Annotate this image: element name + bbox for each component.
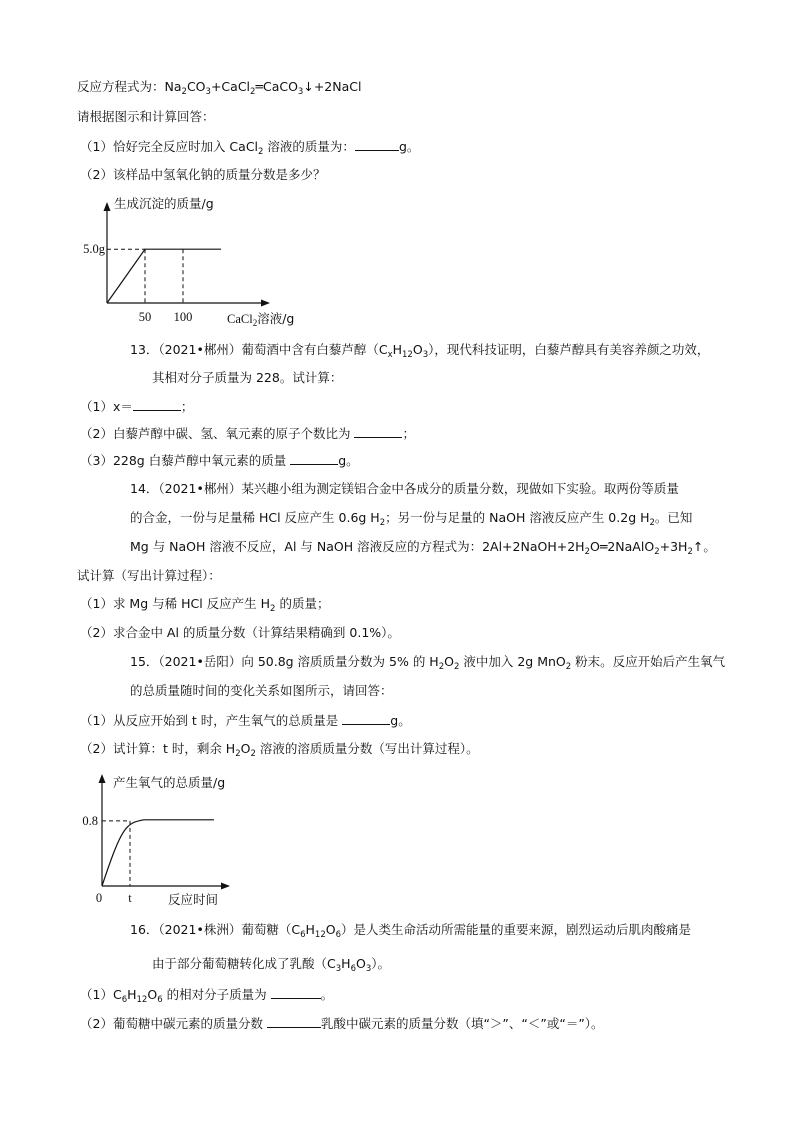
q16-stem-line2: 由于部分葡萄糖转化成了乳酸$(C_3H_6O_3)$。 <box>152 956 391 974</box>
answer-blank[interactable] <box>133 397 181 411</box>
q14-instruction: 试计算（写出计算过程）： <box>77 568 221 583</box>
x-axis-label: 反应时间 <box>168 892 219 907</box>
answer-blank[interactable] <box>354 424 402 438</box>
q13-part1: （1）x＝ ； <box>80 399 194 414</box>
q15-stem-line2: 的总质量随时间的变化关系如图所示，请回答： <box>130 683 393 698</box>
q14-part1: （1）求 Mg 与稀 HCl 反应产生 $H_2$ 的质量； <box>80 596 330 614</box>
q14-part2: （2）求合金中 Al 的质量分数（计算结果精确到 0.1%）。 <box>80 625 400 640</box>
q12-part1: （1）恰好完全反应时加入 CaCl$_2$ 溶液的质量为： g。 <box>80 139 420 157</box>
q14-stem-line3: Mg 与 NaOH 溶液不反应，Al 与 NaOH 溶液反应的方程式为：$2Al+2NaOH+2H_2O═2NaAlO_2+3H_2↑$。 <box>130 539 716 557</box>
q14-stem-line2: 的合金，一份与足量稀 HCl 反应产生 0.6g $H_2$；另一份与足量的 NaOH 溶液反应产生 0.2g $H_2$。已知 <box>130 510 693 528</box>
q13-part2: （2）白藜芦醇中碳、氢、氧元素的原子个数比为 ； <box>80 426 415 441</box>
data-series-curve <box>102 820 214 886</box>
answer-blank[interactable] <box>267 1014 321 1028</box>
reaction-equation: 反应方程式为：$Na_2CO_3+CaCl_2═CaCO_3↓+2NaCl$ <box>77 79 362 97</box>
x-tick-label: 100 <box>173 310 193 324</box>
y-axis-arrow <box>104 202 111 211</box>
q13-stem: 13．（2021•郴州）葡萄酒中含有白藜芦醇$(C_xH_{12}O_3)$，现代科技证明，白藜芦醇具有美容养颜之功效， <box>130 342 710 360</box>
answer-blank[interactable] <box>342 711 390 725</box>
q15-part1: （1）从反应开始到 t 时，产生氧气的总质量是 g。 <box>80 713 411 728</box>
precipitate-mass-chart <box>80 194 350 330</box>
answer-blank[interactable] <box>290 451 338 465</box>
y-axis-label: 生成沉淀的质量/g <box>114 196 214 211</box>
x-tick-label: 50 <box>138 310 152 324</box>
q13-part3: （3）228g 白藜芦醇中氧元素的质量 g。 <box>80 453 359 468</box>
answer-blank[interactable] <box>271 985 321 999</box>
q16-stem: 16．（2021•株洲）葡萄糖$(C_6H_{12}O_6)$是人类生命活动所需能量的重要来源，剧烈运动后肌肉酸痛是 <box>130 922 692 940</box>
y-axis-label: 产生氧气的总质量/g <box>113 775 226 790</box>
y-tick-label: 0.8 <box>82 813 98 828</box>
oxygen-mass-chart <box>80 768 260 906</box>
answer-blank[interactable] <box>355 137 399 151</box>
q12-part2: （2）该样品中氢氧化钠的质量分数是多少？ <box>80 167 326 182</box>
y-tick-label: 5.0g <box>83 242 105 257</box>
x-tick-label: t <box>128 891 132 905</box>
q14-stem-line1: 14．（2021•郴州）某兴趣小组为测定镁铝合金中各成分的质量分数，现做如下实验。取两份等质量 <box>130 481 679 496</box>
q15-stem: 15．（2021•岳阳）向 50.8g 溶质质量分数为 5% 的 $H_2O_2$ 液中加入 2g MnO$_2$ 粉末。反应开始后产生氧气 <box>130 654 726 672</box>
origin-label: 0 <box>95 891 103 905</box>
q16-part1: $(1)C_6H_{12}O_6$ 的相对分子质量为 。 <box>80 987 334 1005</box>
x-axis-arrow <box>261 300 270 307</box>
x-axis-arrow <box>221 883 230 890</box>
intro-text: 请根据图示和计算回答： <box>77 109 215 124</box>
q16-part2: （2）葡萄糖中碳元素的质量分数 乳酸中碳元素的质量分数（填“＞”、“＜”或“＝”）。 <box>80 1016 604 1031</box>
y-axis-arrow <box>99 774 106 783</box>
q15-part2: （2）试计算：t 时，剩余 $H_2O_2$ 溶液的溶质质量分数（写出计算过程）。 <box>80 741 479 759</box>
data-series-line <box>107 249 221 303</box>
q13-stem-line2: 其相对分子质量为 228。试计算： <box>152 370 343 385</box>
x-axis-label: CaCl$_2$溶液/g <box>227 311 295 328</box>
